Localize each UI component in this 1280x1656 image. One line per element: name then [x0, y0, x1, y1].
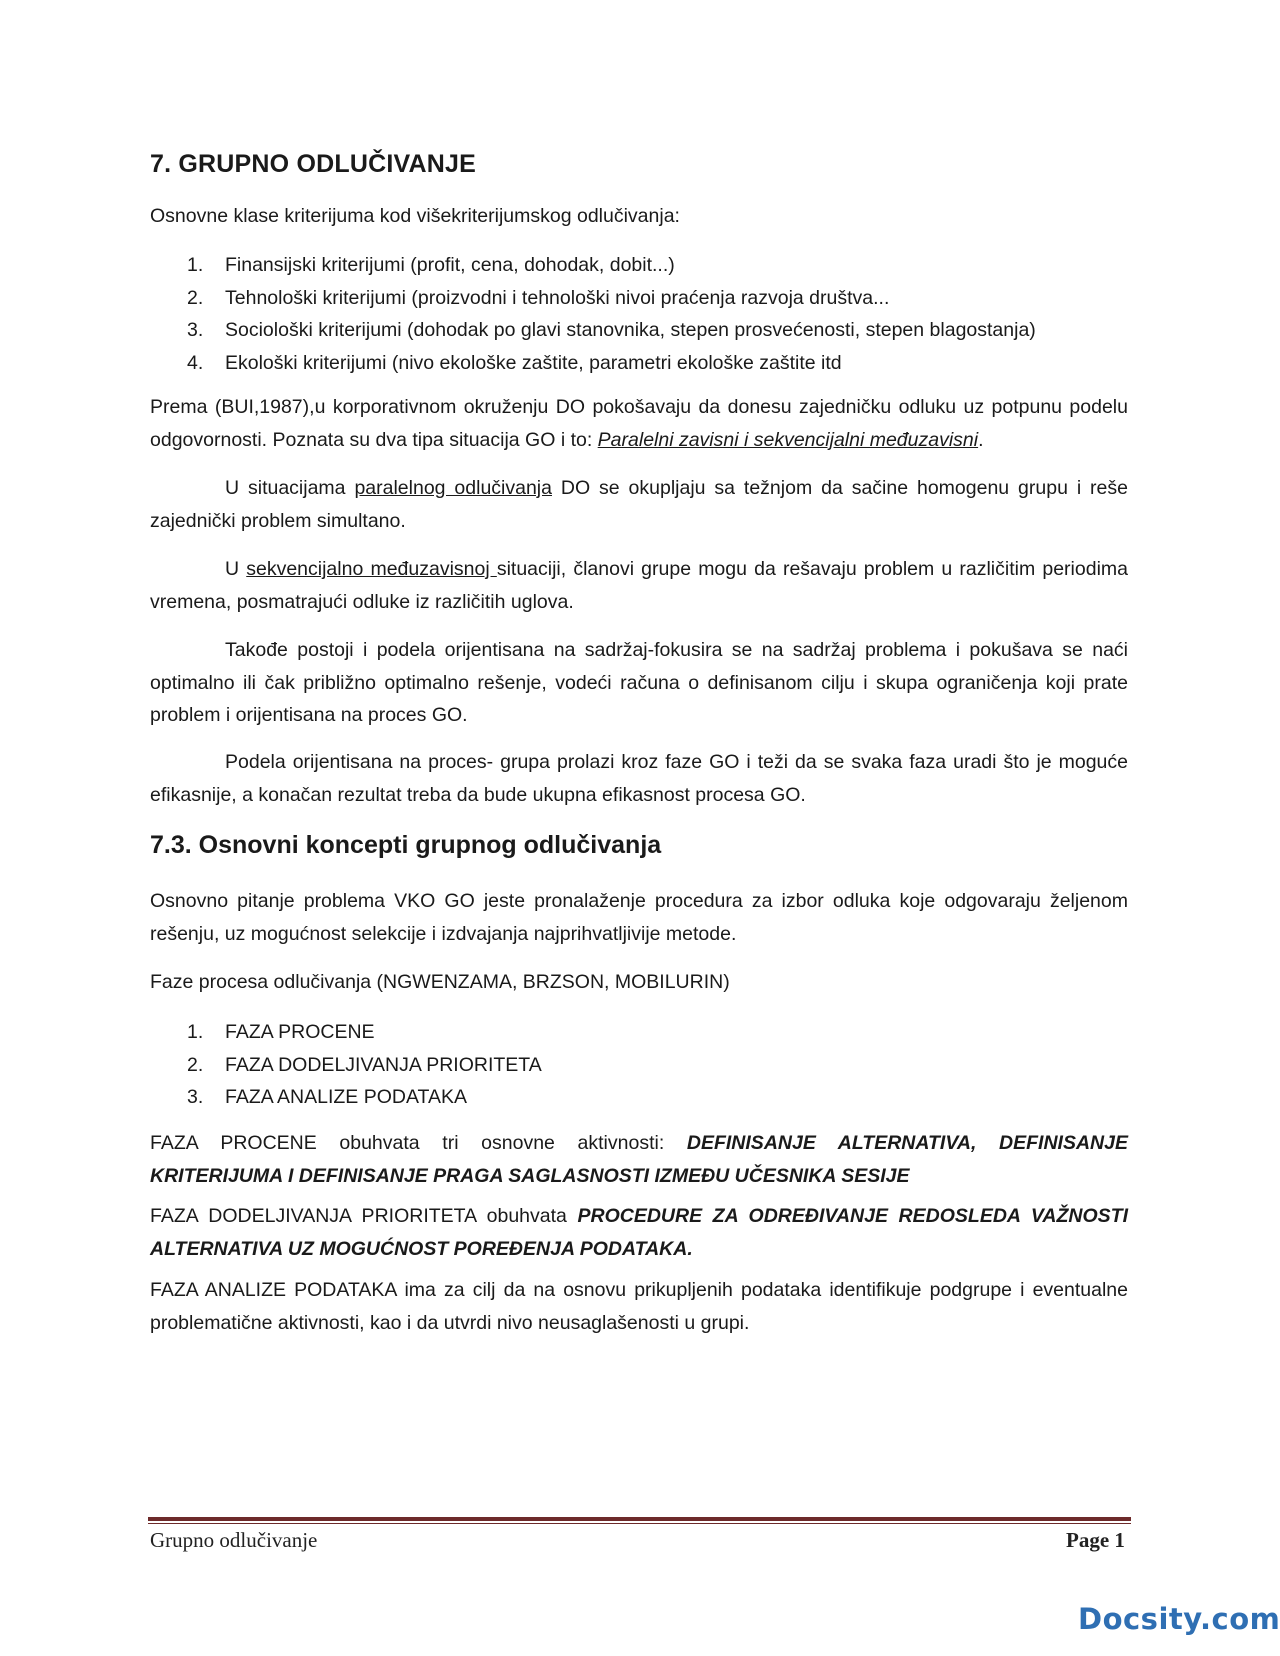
- list-text: Tehnološki kriterijumi (proizvodni i tehnološki nivoi praćenja razvoja društva...: [225, 286, 890, 309]
- section-heading: 7. GRUPNO ODLUČIVANJE: [150, 150, 477, 178]
- list-text: FAZA PROCENE: [225, 1021, 375, 1043]
- emphasis-text: PROCEDURE ZA ODREĐIVANJE REDOSLEDA VAŽNOSTI ALTERNATIVA UZ MOGUĆNOST POREĐENJA PODATAKA.: [150, 1205, 1128, 1260]
- paragraph-paralelno: [150, 472, 1128, 537]
- paragraph-faza-analize: FAZA ANALIZE PODATAKA ima za cilj da na osnovu prikupljenih podataka identifikuje podgrupe i eventualne problematične aktivnosti, kao i da utvrdi nivo neusaglašenosti u grupi.: [150, 1279, 1128, 1334]
- footer-title: Grupno odlučivanje: [150, 1528, 318, 1552]
- paragraph-faza-prioriteta: [150, 1200, 1128, 1265]
- list-item: [150, 1081, 542, 1114]
- docsity-watermark[interactable]: Docsity.com: [1078, 1602, 1280, 1636]
- list-text: Finansijski kriterijumi (profit, cena, dohodak, dobit...): [225, 254, 675, 276]
- list-number: 1.: [187, 254, 204, 276]
- emphasis-text: Paralelni zavisni i sekvencijalni međuzavisni: [597, 428, 979, 451]
- footer-rule: [148, 1517, 1131, 1524]
- list-item: [150, 314, 1036, 347]
- list-number: 1.: [187, 1021, 204, 1043]
- paragraph-text: U: [225, 558, 247, 580]
- list-text: FAZA ANALIZE PODATAKA: [225, 1086, 468, 1108]
- paragraph-text: FAZA PROCENE obuhvata tri osnovne aktivnosti:: [150, 1132, 687, 1154]
- list-number: 4.: [187, 351, 204, 374]
- paragraph-text: situaciji, članovi grupe mogu da rešavaju problem u različitim periodima vremena, posmatrajući odluke iz različitih uglova.: [150, 558, 1128, 613]
- paragraph-osnovno: Osnovno pitanje problema VKO GO jeste pronalaženje procedura za izbor odluka koje odgovaraju željenom rešenju, uz mogućnost selekcije i izdvajanja najprihvatljivije metode.: [150, 890, 1128, 945]
- phases-list: [150, 1016, 542, 1114]
- paragraph-text: Prema (BUI,1987),u korporativnom okruženju DO pokošavaju da donesu zajedničku odluku uz potpunu podelu odgovornosti. Poznata su dva tipa situacija GO i to:: [150, 396, 1128, 451]
- list-number: 3.: [187, 319, 204, 341]
- list-text: Ekološki kriterijumi (nivo ekološke zaštite, parametri ekološke zaštite itd: [225, 351, 842, 374]
- paragraph-podela: Podela orijentisana na proces- grupa prolazi kroz faze GO i teži da se svaka faza uradi što je moguće efikasnije, a konačan rezultat treba da bude ukupna efikasnost procesa GO.: [150, 751, 1128, 806]
- emphasis-text: DEFINISANJE ALTERNATIVA, DEFINISANJE KRITERIJUMA I DEFINISANJE PRAGA SAGLASNOSTI IZMEĐU UČESNIKA SESIJE: [150, 1132, 1128, 1187]
- criteria-list: [150, 249, 1036, 379]
- paragraph-faza-procene: [150, 1127, 1128, 1192]
- list-number: 2.: [187, 286, 204, 309]
- list-text: Sociološki kriterijumi (dohodak po glavi stanovnika, stepen prosvećenosti, stepen blagostanja): [225, 319, 1036, 341]
- paragraph-text: FAZA DODELJIVANJA PRIORITETA obuhvata: [150, 1205, 578, 1227]
- emphasis-text: sekvencijalno međuzavisnoj: [246, 558, 497, 580]
- paragraph-text: U situacijama: [225, 477, 355, 499]
- list-number: 3.: [187, 1086, 204, 1108]
- paragraph-takodje: Takođe postoji i podela orijentisana na sadržaj-fokusira se na sadržaj problema i pokušava se naći optimalno ili čak približno optimalno rešenje, vodeći računa o definisanom cilju i skupa ograničenja koji prate problem i orijentisana na proces GO.: [150, 639, 1128, 726]
- subsection-heading: 7.3. Osnovni koncepti grupnog odlučivanja: [150, 831, 662, 859]
- list-item: [150, 249, 1036, 282]
- list-item: [150, 347, 1036, 380]
- page-number: Page 1: [1066, 1528, 1125, 1552]
- list-item: [150, 1049, 542, 1082]
- paragraph-end: .: [978, 428, 984, 451]
- paragraph-text: DO se okupljaju sa težnjom da sačine homogenu grupu i reše zajednički problem simultano.: [150, 477, 1128, 532]
- paragraph-sekvencijalno: [150, 553, 1128, 618]
- paragraph-prema: [150, 391, 1128, 456]
- list-number: 2.: [187, 1053, 204, 1076]
- intro-text: Osnovne klase kriterijuma kod višekriterijumskog odlučivanja:: [150, 205, 680, 227]
- list-text: FAZA DODELJIVANJA PRIORITETA: [225, 1053, 542, 1076]
- list-item: [150, 1016, 542, 1049]
- emphasis-text: paralelnog odlučivanja: [354, 477, 552, 499]
- phases-intro: Faze procesa odlučivanja (NGWENZAMA, BRZSON, MOBILURIN): [150, 971, 730, 993]
- list-item: [150, 282, 1036, 315]
